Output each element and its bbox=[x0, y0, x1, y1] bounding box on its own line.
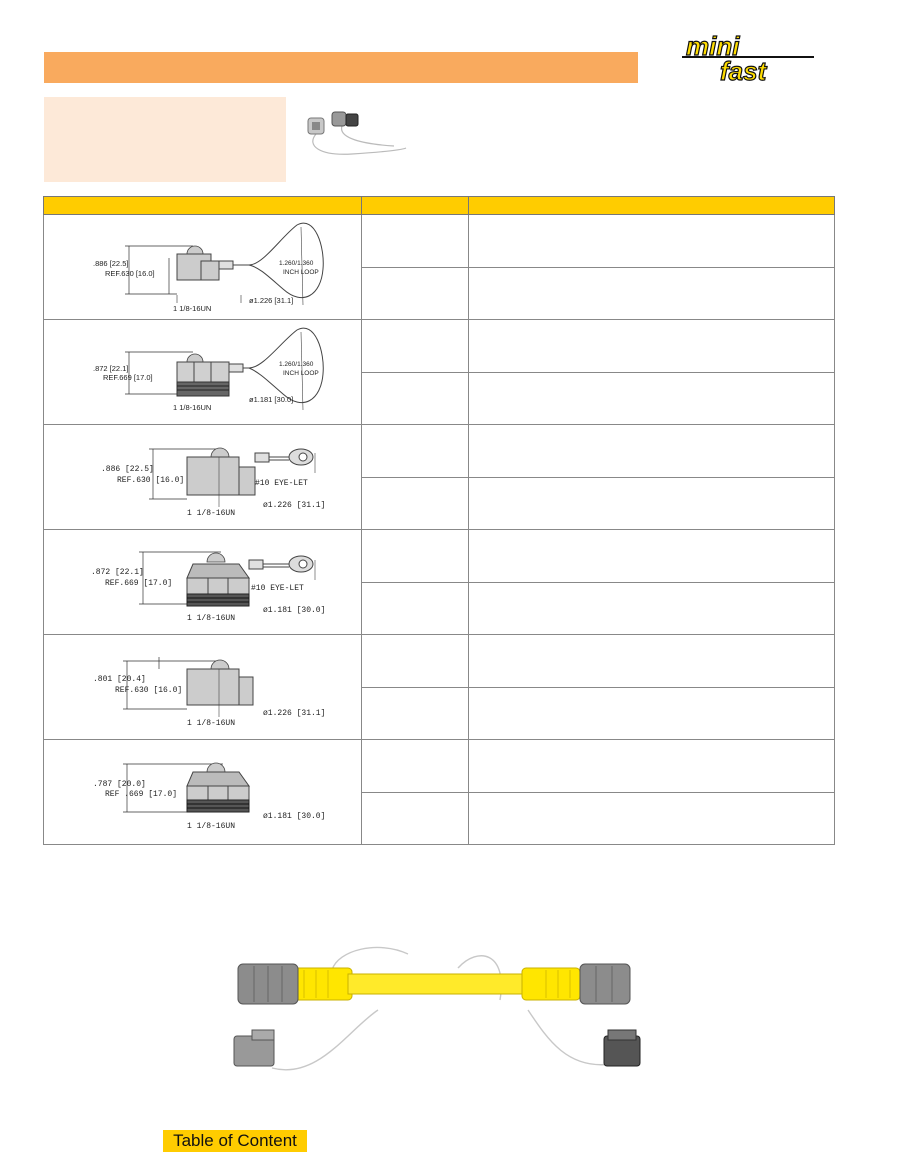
table-header-row bbox=[44, 197, 835, 215]
header-part bbox=[362, 197, 469, 215]
dim-diameter: ø1.181 [30.0] bbox=[262, 812, 325, 821]
dim-diameter: ø1.181 [30.0] bbox=[248, 395, 293, 404]
dim-height: .886 [22.5] bbox=[92, 259, 128, 268]
dim-height: .872 [22.1] bbox=[92, 364, 128, 373]
drawing-cell bbox=[44, 425, 362, 530]
loop-dim-2: INCH LOOP bbox=[282, 269, 319, 276]
dim-diameter: ø1.181 [30.0] bbox=[262, 606, 325, 615]
description-cell bbox=[469, 477, 835, 530]
part-cell bbox=[362, 687, 469, 740]
product-table bbox=[43, 196, 835, 845]
table-of-content-button[interactable]: Table of Content bbox=[163, 1130, 307, 1152]
eyelet-label: #10 EYE-LET bbox=[250, 584, 304, 593]
description-cell bbox=[469, 215, 835, 268]
header-description bbox=[469, 197, 835, 215]
dim-height: .886 [22.5] bbox=[100, 465, 154, 474]
dim-height: .872 [22.1] bbox=[90, 568, 144, 577]
drawing-cell bbox=[44, 530, 362, 635]
loop-dim-1: 1.260/1.360 bbox=[278, 361, 313, 368]
dim-ref: REF .669 [17.0] bbox=[104, 790, 177, 799]
dim-diameter: ø1.226 [31.1] bbox=[248, 296, 293, 305]
description-cell bbox=[469, 687, 835, 740]
dim-diameter: ø1.226 [31.1] bbox=[262, 709, 325, 718]
dim-thread: 1 1/8-16UN bbox=[186, 614, 235, 623]
description-cell bbox=[469, 740, 835, 793]
description-cell bbox=[469, 635, 835, 688]
drawing-cell bbox=[44, 320, 362, 425]
part-cell bbox=[362, 320, 469, 373]
dim-ref: REF.630 [16.0] bbox=[114, 686, 182, 695]
table-row bbox=[44, 635, 835, 688]
description-cell bbox=[469, 530, 835, 583]
part-cell bbox=[362, 582, 469, 635]
logo-line-1: mini bbox=[686, 31, 740, 61]
description-cell bbox=[469, 582, 835, 635]
dim-height: .787 [20.0] bbox=[92, 780, 146, 789]
part-cell bbox=[362, 215, 469, 268]
description-cell bbox=[469, 425, 835, 478]
part-cell bbox=[362, 635, 469, 688]
dimension-drawing bbox=[53, 217, 353, 317]
dimension-drawing bbox=[53, 427, 353, 527]
table-row bbox=[44, 530, 835, 583]
description-cell bbox=[469, 320, 835, 373]
section-title-bar bbox=[44, 52, 638, 83]
drawing-cell bbox=[44, 215, 362, 320]
dim-ref: REF.669 [17.0] bbox=[104, 579, 172, 588]
description-cell bbox=[469, 267, 835, 320]
product-thumbnail bbox=[302, 106, 414, 158]
dim-thread: 1 1/8-16UN bbox=[186, 822, 235, 831]
part-cell bbox=[362, 477, 469, 530]
drawing-cell bbox=[44, 635, 362, 740]
part-cell bbox=[362, 530, 469, 583]
drawing-cell bbox=[44, 740, 362, 845]
part-cell bbox=[362, 740, 469, 793]
header-drawing bbox=[44, 197, 362, 215]
dimension-drawing bbox=[53, 322, 353, 422]
dim-thread: 1 1/8-16UN bbox=[186, 509, 235, 518]
mini-fast-logo bbox=[680, 30, 820, 86]
cable-assembly-illustration bbox=[228, 940, 646, 1085]
table-row bbox=[44, 425, 835, 478]
table-row bbox=[44, 740, 835, 793]
eyelet-label: #10 EYE-LET bbox=[254, 479, 308, 488]
dim-ref: REF.669 [17.0] bbox=[102, 373, 153, 382]
dimension-drawing bbox=[53, 637, 353, 737]
product-info-box bbox=[44, 97, 286, 182]
dimension-drawing bbox=[53, 532, 353, 632]
loop-dim-1: 1.260/1.360 bbox=[278, 260, 313, 267]
dim-thread: 1 1/8-16UN bbox=[186, 719, 235, 728]
dimension-drawing bbox=[53, 742, 353, 842]
logo-line-2: fast bbox=[720, 56, 767, 86]
dim-height: .801 [20.4] bbox=[92, 675, 146, 684]
description-cell bbox=[469, 372, 835, 425]
table-row bbox=[44, 215, 835, 268]
loop-dim-2: INCH LOOP bbox=[282, 370, 319, 377]
dim-ref: REF.630 [16.0] bbox=[104, 269, 155, 278]
dim-thread: 1 1/8-16UN bbox=[172, 304, 211, 313]
dim-diameter: ø1.226 [31.1] bbox=[262, 501, 325, 510]
part-cell bbox=[362, 372, 469, 425]
part-cell bbox=[362, 267, 469, 320]
dim-ref: REF.630 [16.0] bbox=[116, 476, 184, 485]
part-cell bbox=[362, 425, 469, 478]
dim-thread: 1 1/8-16UN bbox=[172, 403, 211, 412]
description-cell bbox=[469, 792, 835, 845]
part-cell bbox=[362, 792, 469, 845]
table-row bbox=[44, 320, 835, 373]
